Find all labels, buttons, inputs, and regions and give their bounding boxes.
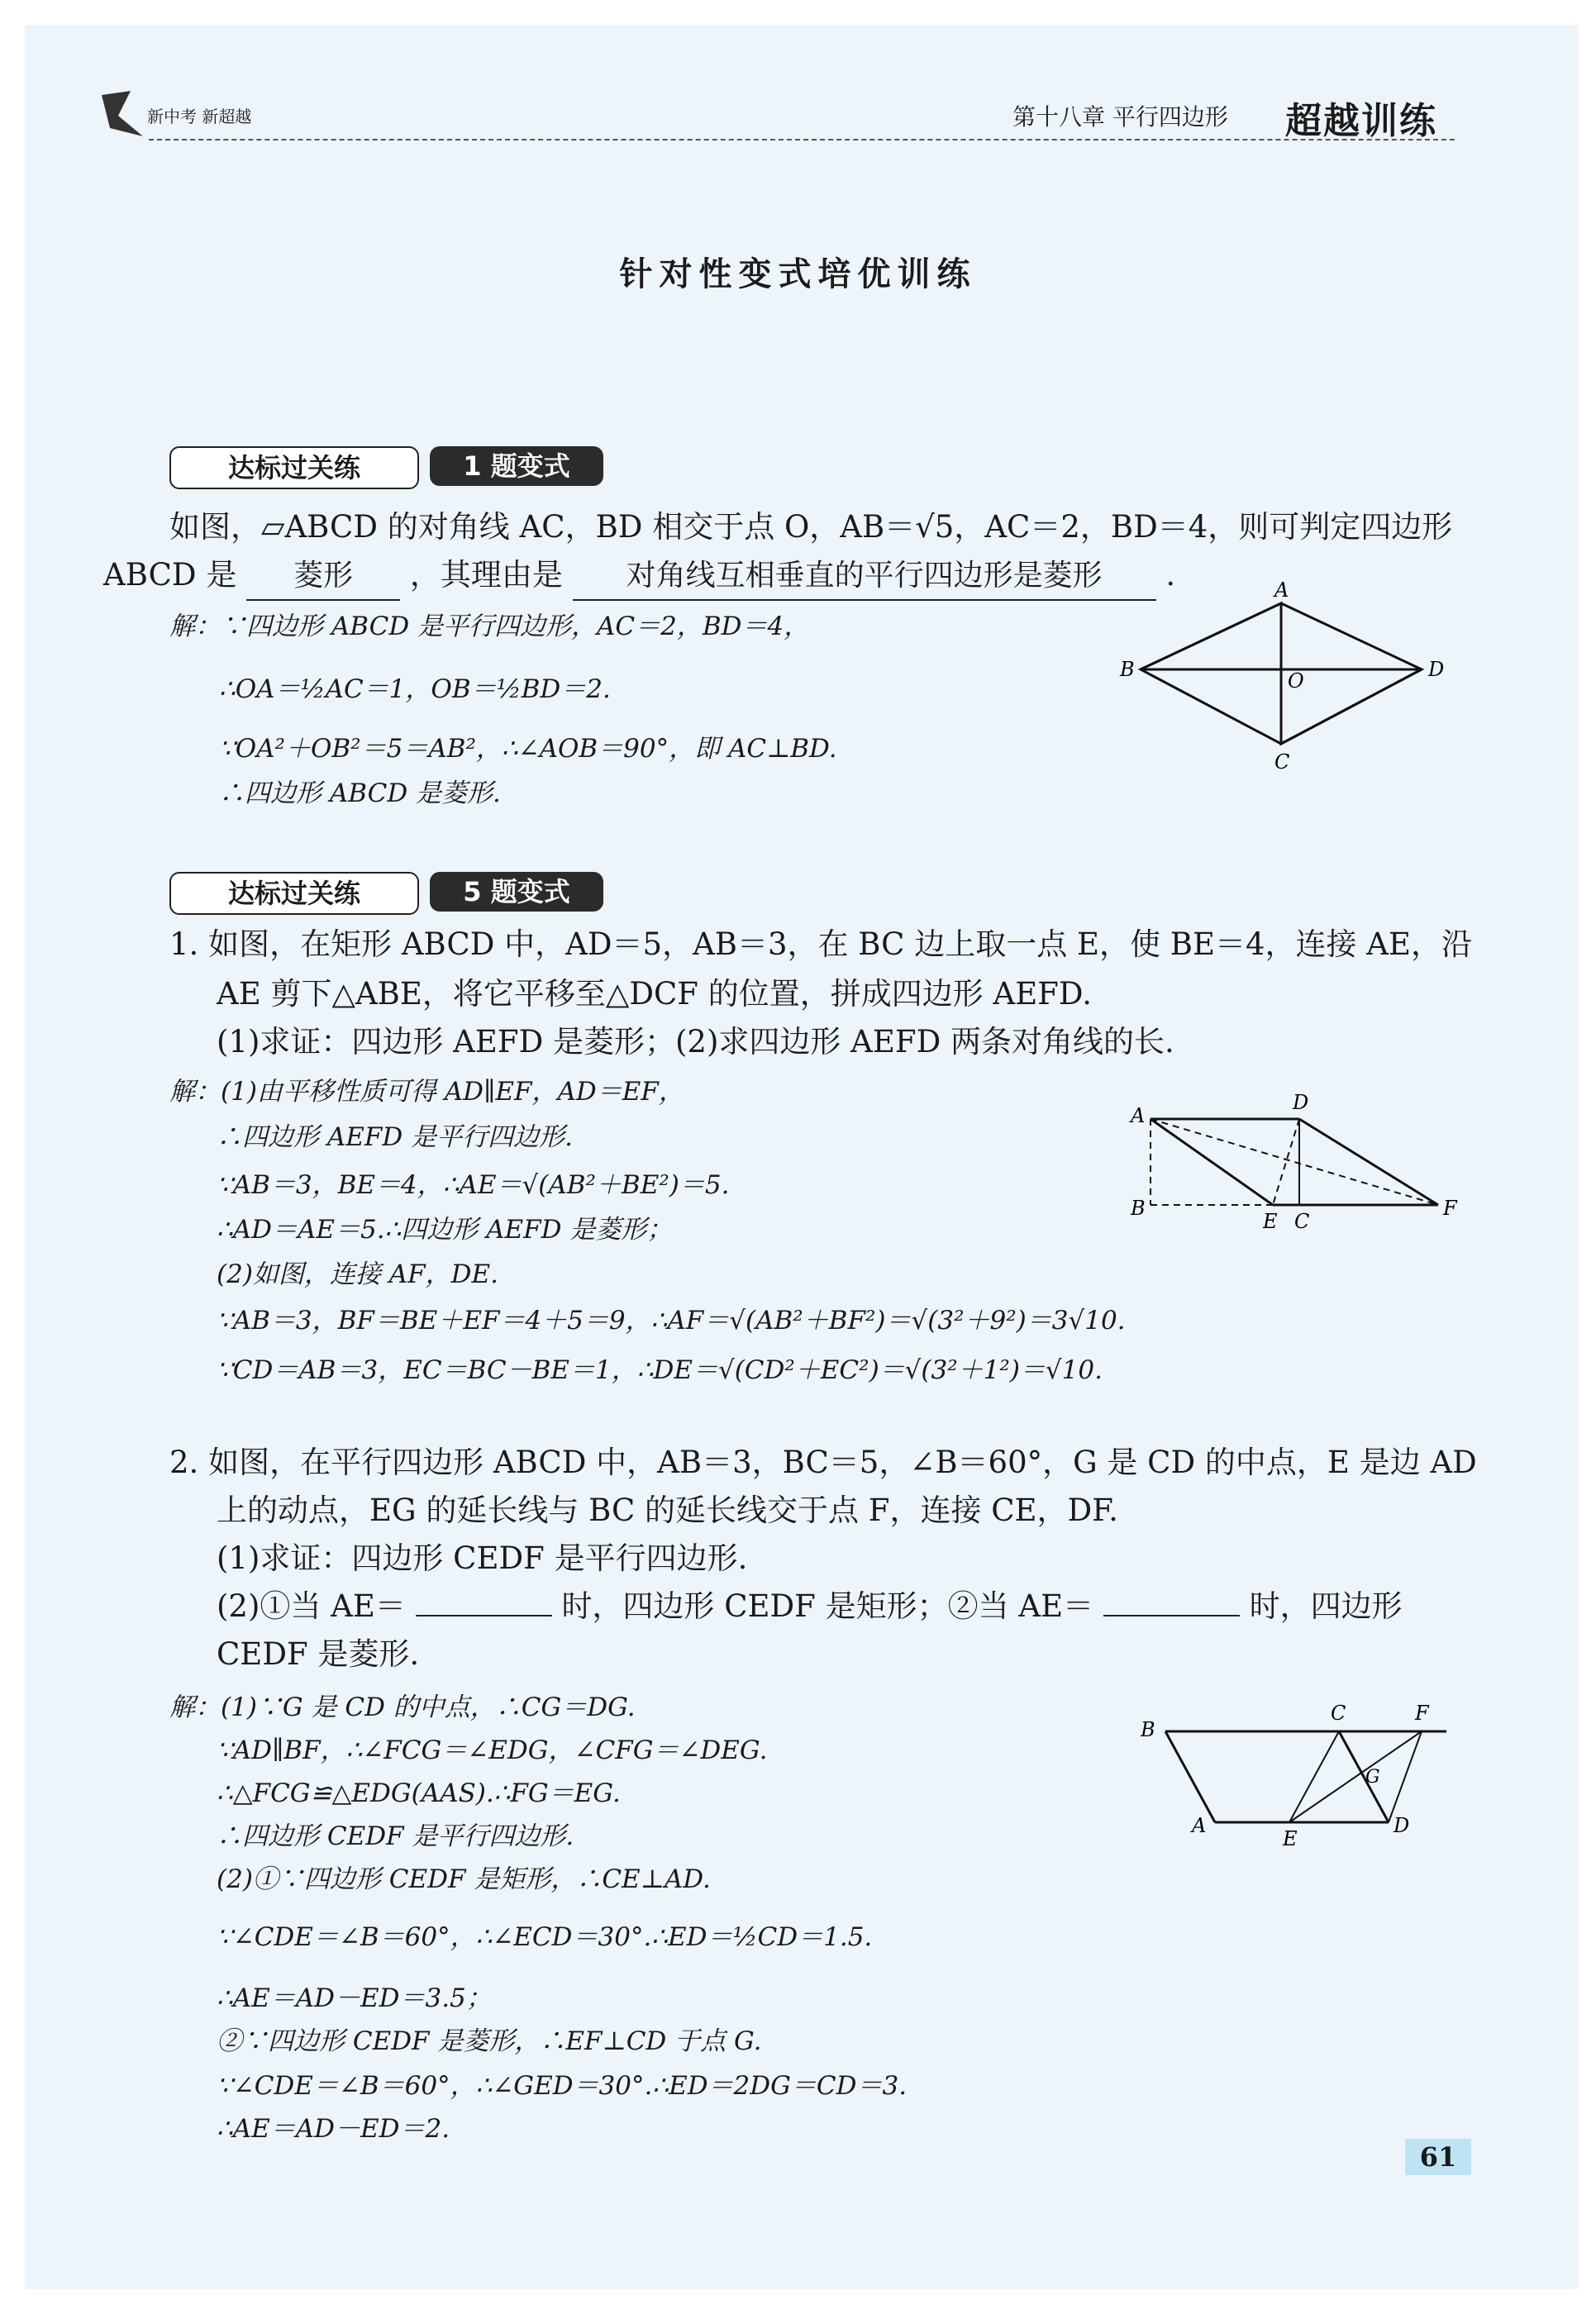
solution-line: 解：(1)由平移性质可得 AD∥EF，AD＝EF， [169,1077,684,1107]
solution-line: ∵AB＝3，BE＝4，∴AE＝√(AB²＋BE²)＝5. [217,1170,730,1200]
question-line: CEDF 是菱形. [217,1636,420,1672]
page-number: 61 [1405,2139,1471,2175]
label-d: D [1394,1814,1410,1837]
question-line [103,552,1175,601]
variant-tag: 5 题变式 [430,872,603,912]
solution-line: 解：(1)∵G 是 CD 的中点，∴CG＝DG. [169,1693,636,1722]
question-line: AE 剪下△ABE，将它平移至△DCF 的位置，拼成四边形 AEFD. [217,976,1092,1012]
solution-line: ∵AD∥BF，∴∠FCG＝∠EDG，∠CFG＝∠DEG. [217,1736,768,1765]
solution-line: ∵∠CDE＝∠B＝60°，∴∠GED＝30°.∴ED＝2DG＝CD＝3. [217,2071,908,2101]
solution-line: (2)①∵四边形 CEDF 是矩形，∴CE⊥AD. [217,1864,711,1894]
question-text: (2)①当 AE＝ [217,1588,406,1624]
solution-line: ∴AE＝AD－ED＝2. [217,2114,450,2144]
header-divider [149,139,1455,140]
series-title: 超越训练 [1285,100,1437,142]
question-text: . [1165,557,1176,593]
solution-line: ∴OA＝½AC＝1，OB＝½BD＝2. [219,674,611,704]
label-c: C [1274,750,1290,774]
label-e: E [1263,1210,1278,1233]
question-text: 时，四边形 [1249,1588,1403,1624]
solution-line: ②∵四边形 CEDF 是菱形，∴EF⊥CD 于点 G. [217,2026,762,2056]
solution-line: 解：∵四边形 ABCD 是平行四边形，AC＝2，BD＝4， [169,612,810,641]
parallelogram-figure [1132,1698,1463,1855]
question-line: 2. 如图，在平行四边形 ABCD 中，AB＝3，BC＝5，∠B＝60°，G 是 CD 的中点，E 是边 AD [169,1445,1477,1480]
page-title: 针对性变式培优训练 [619,255,977,293]
question-text: ，其理由是 [409,557,563,593]
label-d: D [1428,658,1445,681]
label-f: F [1443,1197,1457,1220]
label-a: A [1131,1104,1146,1127]
answer-blank[interactable] [416,1590,552,1616]
label-b: B [1131,1197,1146,1220]
answer-blank[interactable] [1103,1590,1240,1616]
rhombus-figure [1116,578,1463,777]
solution-line: ∴四边形 AEFD 是平行四边形. [217,1122,573,1152]
question-line: (1)求证：四边形 AEFD 是菱形；(2)求四边形 AEFD 两条对角线的长. [217,1024,1174,1059]
answer-blank: 对角线互相垂直的平行四边形是菱形 [573,553,1156,601]
label-c: C [1294,1210,1310,1233]
question-line: (1)求证：四边形 CEDF 是平行四边形. [217,1540,748,1576]
label-e: E [1283,1827,1298,1850]
solution-line: ∴四边形 CEDF 是平行四边形. [217,1821,574,1851]
solution-line: ∴AE＝AD－ED＝3.5； [217,1983,492,2013]
logo-arrow-icon [98,87,147,145]
solution-line: ∴△FCG≌△EDG(AAS).∴FG＝EG. [217,1778,621,1808]
variant-tag: 1 题变式 [430,446,603,486]
label-f: F [1415,1702,1429,1725]
question-line: 上的动点，EG 的延长线与 BC 的延长线交于点 F，连接 CE，DF. [217,1493,1118,1528]
label-b: B [1141,1718,1155,1741]
solution-line: ∵CD＝AB＝3，EC＝BC－BE＝1，∴DE＝√(CD²＋EC²)＝√(3²＋1²)＝√10. [217,1355,1103,1385]
rectangle-rhombus-figure [1124,1089,1471,1238]
solution-line: ∵AB＝3，BF＝BE＋EF＝4＋5＝9，∴AF＝√(AB²＋BF²)＝√(3²＋9²)＝3√10. [217,1306,1126,1336]
section-tag: 达标过关练 [169,872,419,915]
chapter-title: 第十八章 平行四边形 [1012,103,1228,131]
solution-line: ∵OA²＋OB²＝5＝AB²，∴∠AOB＝90°，即 AC⊥BD. [219,734,837,764]
label-c: C [1331,1702,1346,1725]
solution-line: ∴AD＝AE＝5.∴四边形 AEFD 是菱形； [217,1215,673,1245]
question-text: ABCD 是 [103,557,237,593]
label-g: G [1365,1767,1380,1788]
label-b: B [1120,658,1135,681]
brand-text: 新中考 新超越 [147,107,252,126]
solution-line: ∴四边形 ABCD 是菱形. [219,778,501,808]
question-text: 时，四边形 CEDF 是矩形；②当 AE＝ [561,1588,1094,1624]
label-a: A [1192,1814,1207,1837]
section-tag: 达标过关练 [169,446,419,489]
answer-blank: 菱形 [246,553,400,601]
solution-line: ∵∠CDE＝∠B＝60°，∴∠ECD＝30°.∴ED＝½CD＝1.5. [217,1922,873,1952]
label-a: A [1274,578,1289,602]
label-d: D [1293,1091,1309,1114]
question-line: 如图，▱ABCD 的对角线 AC，BD 相交于点 O，AB＝√5，AC＝2，BD＝4，则可判定四边形 [169,509,1453,545]
question-line: 1. 如图，在矩形 ABCD 中，AD＝5，AB＝3，在 BC 边上取一点 E，使 BE＝4，连接 AE，沿 [169,926,1473,962]
solution-line: (2)如图，连接 AF，DE. [217,1259,498,1289]
label-o: O [1288,669,1304,693]
question-line [217,1583,1403,1630]
